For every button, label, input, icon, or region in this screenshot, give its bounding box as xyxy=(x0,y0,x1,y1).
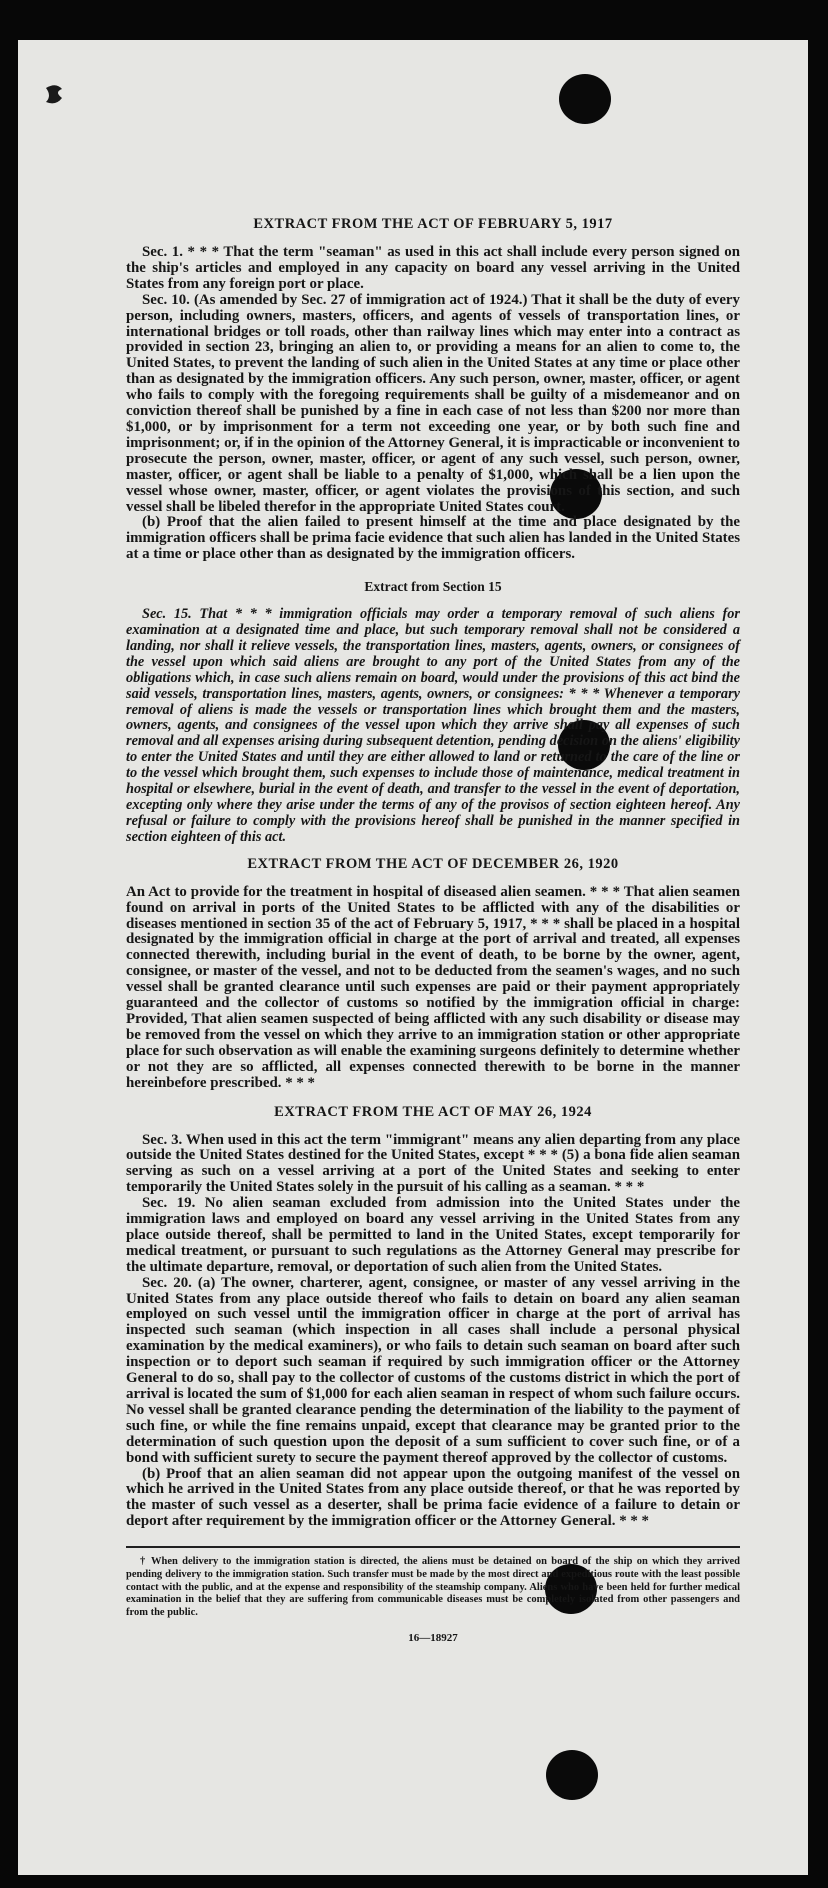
section-heading-1924: EXTRACT FROM THE ACT OF MAY 26, 1924 xyxy=(274,1103,592,1120)
sec-3-paragraph: Sec. 3. When used in this act the term "immigrant" means any alien departing from any place outside the United States destined for the United States, except * * * (5) a bona fide alien seaman serving as such on a vessel arriving at a port of the United States and seeking to enter temporarily the United States solely in the pursuit of his calling as a seaman. * * * xyxy=(126,1131,740,1196)
stamp-mark-icon xyxy=(42,82,68,108)
form-number: 16—18927 xyxy=(408,1631,458,1644)
extract-1924-text xyxy=(126,1133,740,1531)
hospital-act-paragraph: An Act to provide for the treatment in hospital of diseased alien seamen. * * * That alien seamen found on arrival in ports of the United States to be afflicted with any of the disabilities or diseases mentioned in section 35 of the act of February 5, 1917, * * * shall be placed in a hospital designated by the immigration official in charge at the port of arrival and treated, all expenses connected therewith, including burial in the event of death, to be borne by the owner, agent, consignee, or master of the vessel, and not to be deducted from the seamen's wages, and no such vessel shall be granted clearance until such expenses are paid or their payment appropriately guaranteed and the collector of customs so notified by the immigration official in charge: Provided, That alien seamen suspected of being afflicted with any such disability or disease may be removed from the vessel on which they arrive to an immigration station or other appropriate place for such observation as will enable the examining surgeons definitely to determine whether or not they are so afflicted, all expenses connected therewith to be borne in the manner hereinbefore prescribed. * * * xyxy=(126,883,740,1091)
section-heading-1917: EXTRACT FROM THE ACT OF FEBRUARY 5, 1917 xyxy=(253,216,613,232)
proof-paragraph: (b) Proof that the alien failed to present himself at the time and place designated by the immigration officers shall be prima facie evidence that such alien has landed in the United States at a time or place other than as designated by the immigration officers. xyxy=(126,514,740,563)
section-15-heading: Extract from Section 15 xyxy=(364,579,502,595)
punch-hole xyxy=(559,74,611,124)
sec-20-paragraph: Sec. 20. (a) The owner, charterer, agent, consignee, or master of any vessel arriving in the United States from any place outside thereof who fails to detain on board any alien seaman employed on such vessel until the immigration officer in charge at the port of arrival has inspected such seaman (which inspection in all cases shall include a personal physical examination by the medical examiners), or who fails to detain such seaman on board after such inspection or to deport such seaman if required by such immigration officer or the Attorney General to do so, shall pay to the collector of customs of the customs district in which the port of arrival is located the sum of $1,000 for each alien seaman in respect of whom such failure occurs. No vessel shall be granted clearance pending the determination of the liability to the payment of such fine, or while the fine remains unpaid, except that clearance may be granted prior to the determination of such question upon the deposit of a sum sufficient to cover such fine, or of a bond with sufficient surety to secure the payment thereof approved by the collector of customs. xyxy=(126,1274,740,1466)
punch-hole xyxy=(546,1750,598,1800)
footnote-text: † When delivery to the immigration station is directed, the aliens must be detained on board of the ship on which they arrived pending delivery to the immigration station. Such transfer must be made by the most direct and expeditious route with the least possible contact with the public, and at the expense and responsibility of the steamship company. Aliens who have been held for further medical examination in the belief that they are suffering from communicable diseases must be completely isolated from other passengers and from the public. xyxy=(126,1556,740,1618)
section-15-text xyxy=(126,607,740,846)
document-page xyxy=(18,40,808,1875)
extract-1920-text xyxy=(126,885,740,1092)
sec-15-paragraph: Sec. 15. That * * * immigration officials may order a temporary removal of such aliens for examination at a designated time and place, but such temporary removal shall not be considered a landing, nor shall it relieve vessels, the transportation lines, masters, agents, owners, or consignees of the vessel upon which said aliens are brought to any port of the United States from any of the obligations which, in case such aliens remain on board, would under the provisions of this act bind the said vessels, transportation lines, masters, agents, owners, or consignees: * * * Whenever a temporary removal of aliens is made the vessels or transportation lines which brought them and the masters, owners, agents, and consignees of the vessel upon which they arrive shall pay all expenses of such removal and all expenses arising during subsequent detention, pending decision on the aliens' eligibility to enter the United States and until they are either allowed to land or returned to the care of the line or to the vessel which brought them, such expenses to include those of maintenance, medical treatment in hospital or elsewhere, burial in the event of death, and transfer to the vessel in the event of deportation, excepting only where they arise under the terms of any of the provisos of section eighteen hereof. Any refusal or failure to comply with the provisions hereof shall be punished in the manner specified in section eighteen of this act. xyxy=(126,606,740,845)
sec-10-paragraph: Sec. 10. (As amended by Sec. 27 of immigration act of 1924.) That it shall be the duty of every person, including owners, masters, officers, and agents of vessels of transportation lines, or international bridges or toll roads, other than railway lines which may enter into a contract as provided in section 23, bringing an alien to, or providing a means for an alien to come to, the United States, to prevent the landing of such alien in the United States at any time or place other than as designated by the immigration officers. Any such person, owner, master, officer, or agent who fails to comply with the foregoing requirements shall be guilty of a misdemeanor and on conviction thereof shall be punished by a fine in each case of not less than $200 nor more than $1,000, or by imprisonment for a term not exceeding one year, or by both such fine and imprisonment; or, if in the opinion of the Attorney General, it is impracticable or inconvenient to prosecute the person, owner, master, officer, or agent of any such vessel, such person, owner, master, officer, or agent shall be liable to a penalty of $1,000, which shall be a lien upon the vessel whose owner, master, officer, or agent violates the provisions of this section, and such vessel shall be libeled therefor in the appropriate United States court. xyxy=(126,291,740,515)
sec-20-b-paragraph: (b) Proof that an alien seaman did not appear upon the outgoing manifest of the vessel on which he arrived in the United States from any place outside thereof, or that he was reported by the master of such vessel as a deserter, shall be prima facie evidence of a failure to detain or deport after requirement by the immigration officer or the Attorney General. * * * xyxy=(126,1465,740,1530)
sec-1-paragraph: Sec. 1. * * * That the term "seaman" as used in this act shall include every person signed on the ship's articles and employed in any capacity on board any vessel arriving in the United States from any foreign port or place. xyxy=(126,244,740,292)
section-heading-1920: EXTRACT FROM THE ACT OF DECEMBER 26, 1920 xyxy=(247,855,619,872)
footnote xyxy=(126,1556,740,1620)
extract-1917-text xyxy=(126,245,740,563)
document-body xyxy=(126,216,740,1644)
sec-19-paragraph: Sec. 19. No alien seaman excluded from admission into the United States under the immigration laws and employed on board any vessel arriving in the United States from any place outside thereof, shall be permitted to land in the United States, except temporarily for medical treatment, or pursuant to such regulations as the Attorney General may prescribe for the ultimate departure, removal, or deportation of such alien from the United States. xyxy=(126,1195,740,1275)
